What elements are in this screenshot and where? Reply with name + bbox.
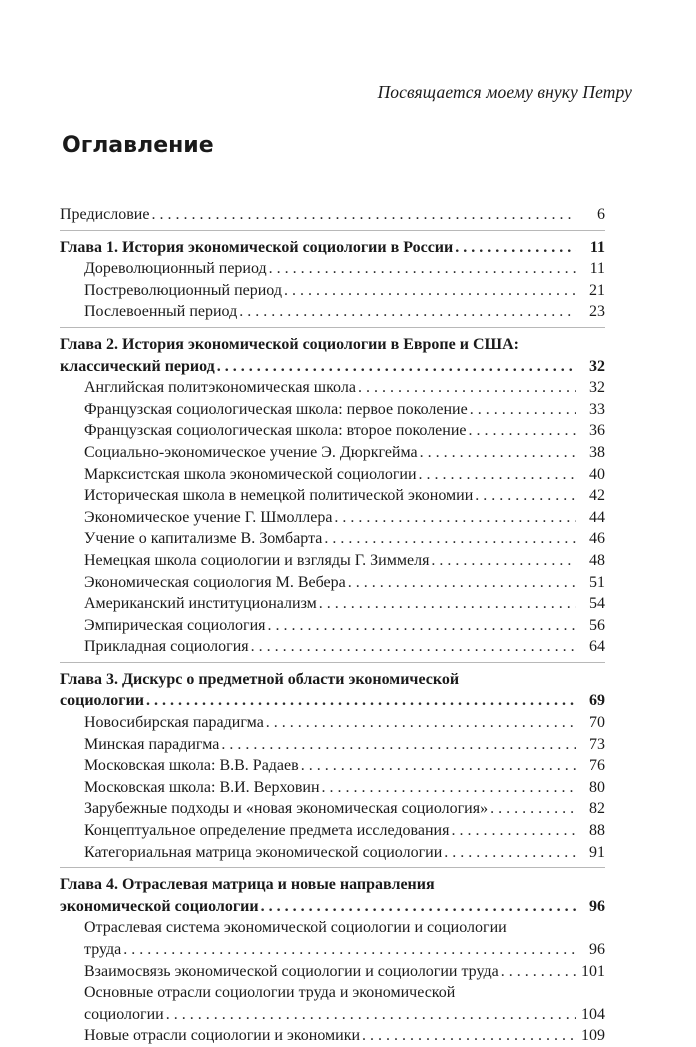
toc-entry-line-1[interactable]: Отраслевая система экономической социологии и социологии bbox=[84, 919, 507, 937]
toc-entry-title: Московская школа: В.И. Верховин bbox=[84, 778, 320, 796]
toc-page-number: 42 bbox=[589, 487, 605, 505]
toc-chapter-1[interactable] bbox=[60, 237, 605, 259]
toc-page-number: 80 bbox=[589, 778, 605, 796]
toc-chapter-2[interactable] bbox=[60, 356, 605, 378]
section-divider bbox=[60, 230, 605, 231]
toc-entry-title: Прикладная социология bbox=[84, 638, 249, 656]
toc-entry-title: Концептуальное определение предмета исследования bbox=[84, 822, 450, 840]
dot-leader bbox=[319, 593, 576, 615]
page-title: Оглавление bbox=[62, 133, 214, 158]
dot-leader bbox=[431, 550, 576, 572]
toc-page-number: 104 bbox=[581, 1005, 605, 1023]
toc-page-number: 32 bbox=[589, 357, 605, 375]
toc-page-number: 101 bbox=[581, 962, 605, 980]
toc-entry[interactable] bbox=[60, 464, 605, 486]
toc-page-number: 11 bbox=[589, 260, 605, 278]
dot-leader bbox=[455, 237, 576, 259]
toc-entry[interactable] bbox=[60, 755, 605, 777]
toc-entry[interactable] bbox=[60, 442, 605, 464]
toc-page-number: 48 bbox=[589, 551, 605, 569]
toc-page-number: 82 bbox=[589, 800, 605, 818]
dot-leader bbox=[301, 755, 576, 777]
toc-entry[interactable] bbox=[60, 777, 605, 799]
toc-chapter-title: социологии bbox=[60, 692, 145, 710]
dot-leader bbox=[322, 777, 576, 799]
dot-leader bbox=[419, 464, 576, 486]
toc-entry[interactable] bbox=[60, 507, 605, 529]
dot-leader bbox=[221, 734, 576, 756]
toc-entry[interactable] bbox=[60, 280, 605, 302]
toc-entry[interactable] bbox=[60, 399, 605, 421]
toc-entry[interactable] bbox=[60, 550, 605, 572]
toc-entry[interactable] bbox=[60, 528, 605, 550]
toc-page-number: 46 bbox=[589, 530, 605, 548]
toc-chapter-title: Глава 1. История экономической социологии в России bbox=[60, 238, 454, 256]
dot-leader bbox=[475, 485, 576, 507]
toc-page-number: 76 bbox=[589, 757, 605, 775]
toc-entry[interactable] bbox=[60, 961, 605, 983]
toc-entry-title: Категориальная матрица экономической социологии bbox=[84, 843, 443, 861]
toc-page-number: 64 bbox=[589, 638, 605, 656]
toc-entry[interactable] bbox=[60, 939, 605, 961]
toc-page-number: 96 bbox=[589, 941, 605, 958]
toc-entry[interactable] bbox=[60, 485, 605, 507]
toc-entry-title: Постреволюционный период bbox=[84, 281, 282, 299]
toc-page-number: 11 bbox=[589, 238, 605, 256]
toc-entry-title: Американский институционализм bbox=[84, 595, 317, 613]
toc-page-number: 6 bbox=[597, 206, 605, 223]
toc-entry-title: Учение о капитализме В. Зомбарта bbox=[84, 530, 323, 548]
toc-page-number: 69 bbox=[589, 692, 605, 710]
dot-leader bbox=[251, 636, 576, 658]
toc-page-number: 91 bbox=[589, 843, 605, 861]
dot-leader bbox=[470, 399, 576, 421]
toc-entry-title: Французская социологическая школа: первое поколение bbox=[84, 400, 468, 418]
dot-leader bbox=[324, 528, 576, 550]
toc-entry-title: Взаимосвязь экономической социологии и социологии труда bbox=[84, 962, 499, 980]
toc-page-number: 38 bbox=[589, 443, 605, 461]
toc-entry[interactable] bbox=[60, 712, 605, 734]
dot-leader bbox=[146, 690, 576, 712]
toc-chapter-4-title-line-1[interactable]: Глава 4. Отраслевая матрица и новые направления bbox=[60, 876, 435, 894]
dot-leader bbox=[358, 377, 576, 399]
toc-page-number: 70 bbox=[589, 714, 605, 732]
toc-entry-title: Послевоенный период bbox=[84, 303, 238, 321]
toc-entry-title: Немецкая школа социологии и взгляды Г. Зиммеля bbox=[84, 551, 430, 569]
toc-entry-title: Марксистская школа экономической социологии bbox=[84, 465, 417, 483]
toc-entry-title: Новые отрасли социологии и экономики bbox=[84, 1027, 361, 1045]
toc-entry-title: Новосибирская парадигма bbox=[84, 714, 264, 732]
toc-page-number: 23 bbox=[589, 303, 605, 321]
toc-entry-title: Социально-экономическое учение Э. Дюркгейма bbox=[84, 443, 418, 461]
toc-entry[interactable] bbox=[60, 1004, 605, 1026]
toc-page-number: 44 bbox=[589, 508, 605, 526]
toc-page-number: 56 bbox=[589, 616, 605, 634]
toc-entry-line-1[interactable]: Основные отрасли социологии труда и экономической bbox=[84, 984, 456, 1002]
section-divider bbox=[60, 327, 605, 328]
toc-entry-title: Московская школа: В.В. Радаев bbox=[84, 757, 299, 775]
toc-entry-title: Экономическое учение Г. Шмоллера bbox=[84, 508, 333, 526]
toc-page-number: 21 bbox=[589, 281, 605, 299]
dot-leader bbox=[266, 712, 576, 734]
toc-entry-title: Французская социологическая школа: второе поколение bbox=[84, 422, 467, 440]
dot-leader bbox=[284, 280, 576, 302]
toc-page-number: 36 bbox=[589, 422, 605, 440]
toc-entry[interactable] bbox=[60, 636, 605, 658]
toc-chapter-4[interactable] bbox=[60, 896, 605, 918]
toc-entry-preface[interactable] bbox=[60, 204, 605, 226]
dot-leader bbox=[469, 420, 576, 442]
toc-chapter-3-title-line-1[interactable]: Глава 3. Дискурс о предметной области экономической bbox=[60, 670, 460, 688]
toc-entry[interactable] bbox=[60, 842, 605, 864]
dot-leader bbox=[217, 356, 576, 378]
toc-entry-title: социологии bbox=[84, 1005, 164, 1023]
toc-entry[interactable] bbox=[60, 572, 605, 594]
table-of-contents bbox=[60, 204, 605, 1047]
toc-page-number: 73 bbox=[589, 735, 605, 753]
section-divider bbox=[60, 867, 605, 868]
toc-entry[interactable] bbox=[60, 377, 605, 399]
toc-entry[interactable] bbox=[60, 593, 605, 615]
toc-entry-title: труда bbox=[84, 941, 122, 958]
toc-entry-title: Историческая школа в немецкой политической экономии bbox=[84, 487, 474, 505]
dot-leader bbox=[334, 507, 576, 529]
toc-chapter-2-title-line-1[interactable]: Глава 2. История экономической социологии в Европе и США: bbox=[60, 335, 519, 353]
dot-leader bbox=[362, 1025, 576, 1047]
toc-entry[interactable] bbox=[60, 615, 605, 637]
toc-chapter-3[interactable] bbox=[60, 690, 605, 712]
dot-leader bbox=[151, 204, 576, 226]
toc-page-number: 33 bbox=[589, 400, 605, 418]
toc-entry[interactable] bbox=[60, 1025, 605, 1047]
toc-entry[interactable] bbox=[60, 420, 605, 442]
dot-leader bbox=[420, 442, 576, 464]
toc-page-number: 51 bbox=[589, 573, 605, 591]
dot-leader bbox=[348, 572, 576, 594]
toc-entry[interactable] bbox=[60, 734, 605, 756]
toc-page-number: 40 bbox=[589, 465, 605, 483]
toc-entry-title: Экономическая социология М. Вебера bbox=[84, 573, 346, 591]
dot-leader bbox=[501, 961, 576, 983]
toc-entry-title: Зарубежные подходы и «новая экономическая социология» bbox=[84, 800, 489, 818]
toc-entry[interactable] bbox=[60, 258, 605, 280]
toc-page-number: 109 bbox=[581, 1027, 605, 1045]
toc-entry-title: Предисловие bbox=[60, 206, 150, 223]
toc-entry[interactable] bbox=[60, 301, 605, 323]
toc-chapter-title: экономической социологии bbox=[60, 897, 259, 915]
dot-leader bbox=[166, 1004, 576, 1026]
dedication: Посвящается моему внуку Петру bbox=[377, 82, 632, 102]
toc-entry-title: Эмпирическая социология bbox=[84, 616, 266, 634]
dot-leader bbox=[451, 820, 576, 842]
dot-leader bbox=[239, 301, 576, 323]
toc-page-number: 88 bbox=[589, 822, 605, 840]
toc-entry-title: Дореволюционный период bbox=[84, 260, 267, 278]
toc-entry-title: Минская парадигма bbox=[84, 735, 220, 753]
toc-page-number: 32 bbox=[589, 379, 605, 397]
dot-leader bbox=[269, 258, 576, 280]
dot-leader bbox=[444, 842, 576, 864]
toc-entry[interactable] bbox=[60, 820, 605, 842]
dot-leader bbox=[261, 896, 576, 918]
toc-entry[interactable] bbox=[60, 798, 605, 820]
dot-leader bbox=[268, 615, 577, 637]
toc-page-number: 54 bbox=[589, 595, 605, 613]
toc-chapter-title: классический период bbox=[60, 357, 215, 375]
section-divider bbox=[60, 662, 605, 663]
dot-leader bbox=[123, 939, 576, 961]
toc-page-number: 96 bbox=[589, 897, 605, 915]
toc-entry-title: Английская политэкономическая школа bbox=[84, 379, 356, 397]
dot-leader bbox=[490, 798, 576, 820]
